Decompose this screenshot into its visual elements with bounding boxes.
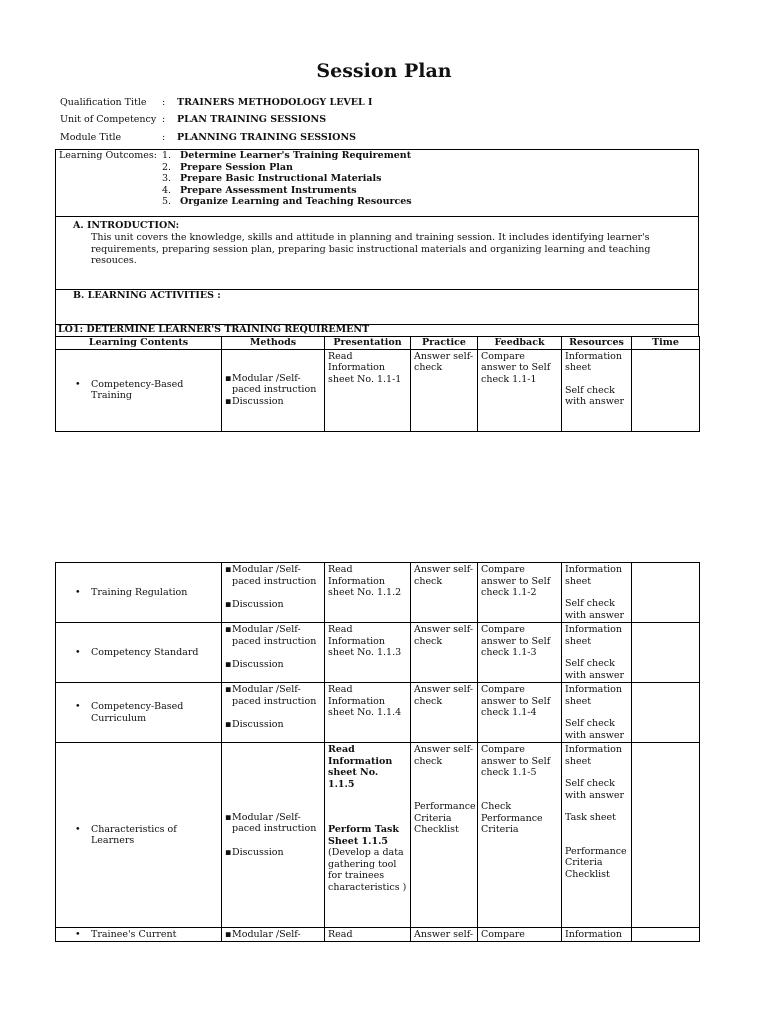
- resource-item: Information sheet: [565, 350, 623, 373]
- resource-item: Information sheet: [565, 744, 623, 767]
- resource-item: Information sheet: [565, 624, 623, 647]
- learning-content-cell: [56, 623, 222, 683]
- bullet: ▪: [225, 929, 232, 940]
- method-discussion: Discussion: [232, 395, 284, 407]
- column-header: Time: [632, 337, 700, 350]
- presentation-cell: Read: [325, 928, 411, 942]
- practice-cell: Answer self-check: [411, 349, 478, 431]
- learning-content-cell: [56, 928, 222, 942]
- time-cell: [632, 743, 700, 928]
- learning-outcomes-label: Learning Outcomes:: [59, 150, 157, 161]
- learning-outcome-item: [162, 150, 412, 162]
- practice-cell: Answer self-check: [411, 563, 478, 623]
- bullet: ▪: [225, 372, 232, 384]
- table-row: [56, 563, 700, 623]
- learning-content-cell: [56, 349, 222, 431]
- method-modular: Modular /Self-paced instruction: [232, 372, 317, 396]
- bullet: ▪: [225, 719, 232, 730]
- colon: :: [162, 132, 166, 143]
- method-modular: Modular /Self-paced instruction: [232, 811, 317, 835]
- method-modular: Modular /Self-paced instruction: [232, 624, 317, 647]
- outcome-number: 5.: [162, 196, 172, 207]
- module-title-value: PLANNING TRAINING SESSIONS: [177, 132, 356, 143]
- resource-item: Self check with answer: [565, 384, 625, 407]
- methods-cell: [222, 349, 325, 431]
- feedback-cell: Compare: [478, 928, 562, 942]
- learning-outcome-item: [162, 162, 412, 174]
- table-row: [56, 349, 700, 431]
- column-header: Resources: [562, 337, 632, 350]
- presentation-cell: [325, 743, 411, 928]
- page-title: Session Plan: [316, 60, 452, 82]
- methods-cell: [222, 563, 325, 623]
- resources-cell: Information: [562, 928, 632, 942]
- resource-item: Self check with answer: [565, 598, 625, 621]
- methods-cell: [222, 743, 325, 928]
- qualification-title-value: TRAINERS METHODOLOGY LEVEL I: [177, 97, 373, 108]
- column-header: Practice: [411, 337, 478, 350]
- learning-activities-heading: B. LEARNING ACTIVITIES :: [73, 290, 221, 301]
- learning-content: Training Regulation: [91, 586, 188, 598]
- column-header: Feedback: [478, 337, 562, 350]
- resources-cell: [562, 349, 632, 431]
- learning-content-cell: [56, 743, 222, 928]
- colon: :: [162, 114, 166, 125]
- method-modular: Modular /Self-: [232, 929, 301, 940]
- bullet: ▪: [225, 564, 232, 575]
- outcome-number: 4.: [162, 184, 172, 196]
- methods-cell: [222, 683, 325, 743]
- unit-of-competency-value: PLAN TRAINING SESSIONS: [177, 114, 327, 125]
- feedback-cell: Compare answer to Self check 1.1-2: [478, 563, 562, 623]
- outcome-number: 1.: [162, 150, 172, 161]
- table-header-row: [56, 337, 700, 350]
- introduction-heading: A. INTRODUCTION:: [73, 220, 180, 231]
- presentation-read: Read Information sheet No. 1.1.5: [328, 744, 393, 790]
- presentation-cell: Read Information sheet No. 1.1.4: [325, 683, 411, 743]
- learning-outcome-item: [162, 173, 412, 185]
- presentation-cell: Read Information sheet No. 1.1.3: [325, 623, 411, 683]
- bullet: ▪: [225, 659, 232, 670]
- column-header: Methods: [222, 337, 325, 350]
- practice-cell: Answer self-check: [411, 683, 478, 743]
- colon: :: [162, 97, 166, 108]
- practice-item: Answer self-check: [414, 744, 474, 767]
- practice-cell: Answer self-: [411, 928, 478, 942]
- introduction-text: [91, 232, 650, 267]
- practice-item: Performance Criteria Checklist: [414, 801, 476, 835]
- bullet: •: [75, 701, 81, 712]
- outcome-text: Organize Learning and Teaching Resources: [180, 196, 412, 207]
- learning-content: Competency Standard: [91, 646, 199, 658]
- table-row: [56, 683, 700, 743]
- bullet: •: [75, 378, 81, 390]
- bullet: ▪: [225, 846, 232, 858]
- resources-cell: [562, 683, 632, 743]
- time-cell: [632, 349, 700, 431]
- outcome-text: Determine Learner's Training Requirement: [180, 150, 412, 161]
- presentation-task: Perform Task Sheet 1.1.5: [328, 824, 399, 847]
- lo1-heading: LO1: DETERMINE LEARNER'S TRAINING REQUIREMENT: [58, 324, 370, 335]
- presentation-cell: Read Information sheet No. 1.1.2: [325, 563, 411, 623]
- bullet: •: [75, 929, 81, 940]
- table-row: [56, 743, 700, 928]
- activities-table-page2: [55, 562, 700, 942]
- outcome-number: 2.: [162, 161, 172, 173]
- resources-cell: [562, 743, 632, 928]
- introduction-line: requirements, preparing session plan, preparing basic instructional materials and organizing learning and teaching: [91, 243, 651, 255]
- qualification-title-label: Qualification Title: [60, 97, 147, 108]
- learning-content: Competency-Based Curriculum: [91, 701, 184, 724]
- outcome-text: Prepare Assessment Instruments: [180, 184, 357, 196]
- feedback-item: Compare answer to Self check 1.1-5: [481, 744, 551, 778]
- learning-content-cell: [56, 683, 222, 743]
- feedback-cell: Compare answer to Self check 1.1-4: [478, 683, 562, 743]
- methods-cell: [222, 928, 325, 942]
- outcome-text: Prepare Basic Instructional Materials: [180, 173, 382, 184]
- introduction-line: This unit covers the knowledge, skills and attitude in planning and training session. It includes identifying learner's: [91, 232, 650, 243]
- time-cell: [632, 563, 700, 623]
- resource-item: Self check with answer: [565, 718, 625, 741]
- learning-outcome-item: [162, 196, 412, 208]
- outcome-number: 3.: [162, 173, 172, 184]
- introduction-line: resouces.: [91, 255, 137, 266]
- method-modular: Modular /Self-paced instruction: [232, 684, 317, 707]
- outcome-text: Prepare Session Plan: [180, 161, 293, 173]
- method-modular: Modular /Self-paced instruction: [232, 564, 317, 587]
- resource-item: Information sheet: [565, 684, 623, 707]
- presentation-task-note: (Develop a data gathering tool for trainees characteristics ): [328, 847, 407, 893]
- time-cell: [632, 623, 700, 683]
- methods-cell: [222, 623, 325, 683]
- resource-item: Task sheet: [565, 812, 616, 823]
- column-header: Learning Contents: [56, 337, 222, 350]
- bullet: ▪: [225, 811, 232, 823]
- feedback-cell: [478, 743, 562, 928]
- bullet: •: [75, 586, 81, 598]
- feedback-item: Check Performance Criteria: [481, 801, 543, 835]
- activities-table-page1: [55, 336, 700, 432]
- presentation-cell: Read Information sheet No. 1.1-1: [325, 349, 411, 431]
- bullet: •: [75, 823, 81, 835]
- resources-cell: [562, 623, 632, 683]
- learning-outcomes-list: [162, 150, 412, 208]
- bullet: •: [75, 646, 81, 658]
- method-discussion: Discussion: [232, 719, 284, 730]
- module-title-label: Module Title: [60, 132, 122, 143]
- learning-content: Trainee's Current: [91, 929, 177, 940]
- resources-cell: [562, 563, 632, 623]
- resource-item: Information sheet: [565, 564, 623, 587]
- table-row: [56, 928, 700, 942]
- learning-content: Characteristics of Learners: [91, 823, 177, 846]
- resource-item: Self check with answer: [565, 658, 625, 681]
- unit-of-competency-label: Unit of Competency: [60, 114, 157, 125]
- practice-cell: Answer self-check: [411, 623, 478, 683]
- bullet: ▪: [225, 624, 232, 635]
- bullet: ▪: [225, 684, 232, 695]
- method-discussion: Discussion: [232, 599, 284, 610]
- method-discussion: Discussion: [232, 846, 284, 858]
- learning-content-cell: [56, 563, 222, 623]
- bullet: ▪: [225, 599, 232, 610]
- resource-item: Self check with answer: [565, 778, 625, 801]
- time-cell: [632, 683, 700, 743]
- bullet: ▪: [225, 395, 232, 407]
- learning-outcome-item: [162, 185, 412, 197]
- practice-cell: [411, 743, 478, 928]
- column-header: Presentation: [325, 337, 411, 350]
- resource-item: Performance Criteria Checklist: [565, 845, 627, 880]
- method-discussion: Discussion: [232, 659, 284, 670]
- feedback-cell: Compare answer to Self check 1.1-1: [478, 349, 562, 431]
- learning-content: Competency-Based Training: [91, 378, 184, 401]
- feedback-cell: Compare answer to Self check 1.1-3: [478, 623, 562, 683]
- time-cell: [632, 928, 700, 942]
- table-row: [56, 623, 700, 683]
